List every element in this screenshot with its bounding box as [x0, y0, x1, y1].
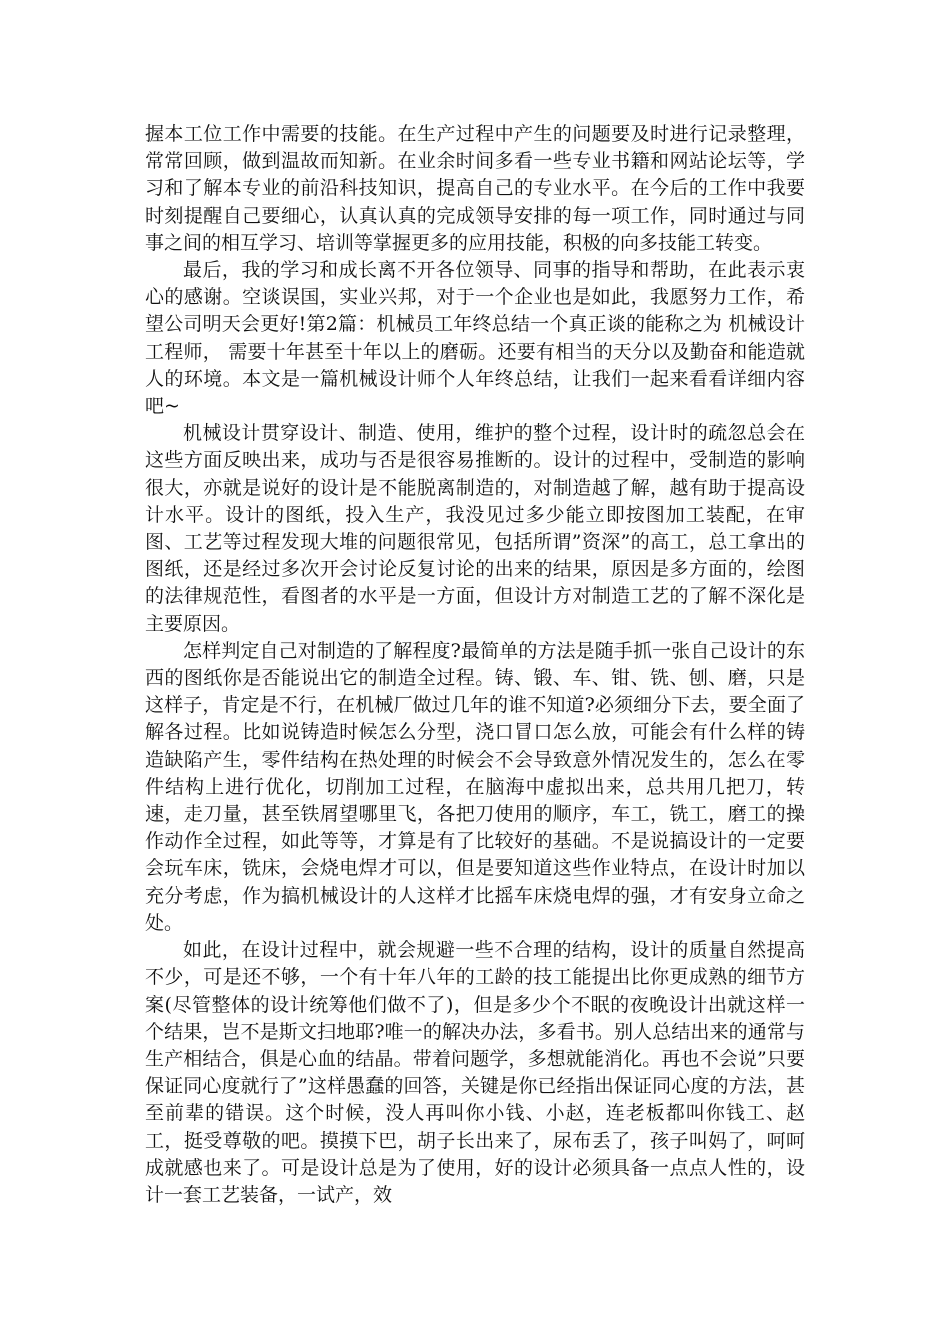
- document-page: [145, 121, 805, 1209]
- paragraph-4: 怎样判定自己对制造的了解程度?最简单的方法是随手抓一张自己设计的东西的图纸你是否能说出它的制造全过程。铸、锻、车、钳、铣、刨、磨，只是这样子，肯定是不行，在机械厂做过几年的谁不知道?必须细分下去，要全面了解各过程。比如说铸造时候怎么分型，浇口冒口怎么放，可能会有什么样的铸造缺陷产生，零件结构在热处理的时候会不会导致意外情况发生的，怎么在零件结构上进行优化，切削加工过程，在脑海中虚拟出来，总共用几把刀，转速，走刀量，甚至铁屑望哪里飞，各把刀使用的顺序，车工，铣工，磨工的操作动作全过程，如此等等，才算是有了比较好的基础。不是说搞设计的一定要会玩车床，铣床，会烧电焊才可以，但是要知道这些作业特点，在设计时加以充分考虑，作为搞机械设计的人这样才比摇车床烧电焊的强，才有安身立命之处。: [145, 639, 805, 934]
- paragraph-1: 握本工位工作中需要的技能。在生产过程中产生的问题要及时进行记录整理，常常回顾，做到温故而知新。在业余时间多看一些专业书籍和网站论坛等，学习和了解本专业的前沿科技知识，提高自己的专业水平。在今后的工作中我要时刻提醒自己要细心，认真认真的完成领导安排的每一项工作，同时通过与同事之间的相互学习、培训等掌握更多的应用技能，积极的向多技能工转变。: [145, 123, 805, 254]
- paragraph-3: 机械设计贯穿设计、制造、使用，维护的整个过程，设计时的疏忽总会在这些方面反映出来，成功与否是很容易推断的。设计的过程中，受制造的影响很大，亦就是说好的设计是不能脱离制造的，对制造越了解，越有助于提高设计水平。设计的图纸，投入生产，我没见过多少能立即按图加工装配，在审图、工艺等过程发现大堆的问题很常见，包括所谓”资深”的高工，总工拿出的图纸，还是经过多次开会讨论反复讨论的出来的结果，原因是多方面的，绘图的法律规范性，看图者的水平是一方面，但设计方对制造工艺的了解不深化是主要原因。: [145, 422, 805, 635]
- paragraph-2: 最后，我的学习和成长离不开各位领导、同事的指导和帮助，在此表示衷心的感谢。空谈误国，实业兴邦，对于一个企业也是如此，我愿努力工作，希望公司明天会更好!第2篇：机械员工年终总结一个真正谈的能称之为 机械设计工程师， 需要十年甚至十年以上的磨砺。还要有相当的天分以及勤奋和能造就人的环境。本文是一篇机械设计师个人年终总结，让我们一起来看看详细内容吧~: [145, 259, 805, 418]
- paragraph-5: 如此，在设计过程中，就会规避一些不合理的结构，设计的质量自然提高不少，可是还不够，一个有十年八年的工龄的技工能提出比你更成熟的细节方案(尽管整体的设计统筹他们做不了)，但是多少个不眠的夜晚设计出就这样一个结果，岂不是斯文扫地耶?唯一的解决办法，多看书。别人总结出来的通常与生产相结合，俱是心血的结晶。带着问题学，多想就能消化。再也不会说”只要保证同心度就行了”这样愚蠢的回答，关键是你已经指出保证同心度的方法，甚至前辈的错误。这个时候，没人再叫你小钱、小赵，连老板都叫你钱工、赵工，挺受尊敬的吧。摸摸下巴，胡子长出来了，尿布丢了，孩子叫妈了，呵呵成就感也来了。可是设计总是为了使用，好的设计必须具备一点点人性的，设计一套工艺装备，一试产，效: [145, 939, 805, 1206]
